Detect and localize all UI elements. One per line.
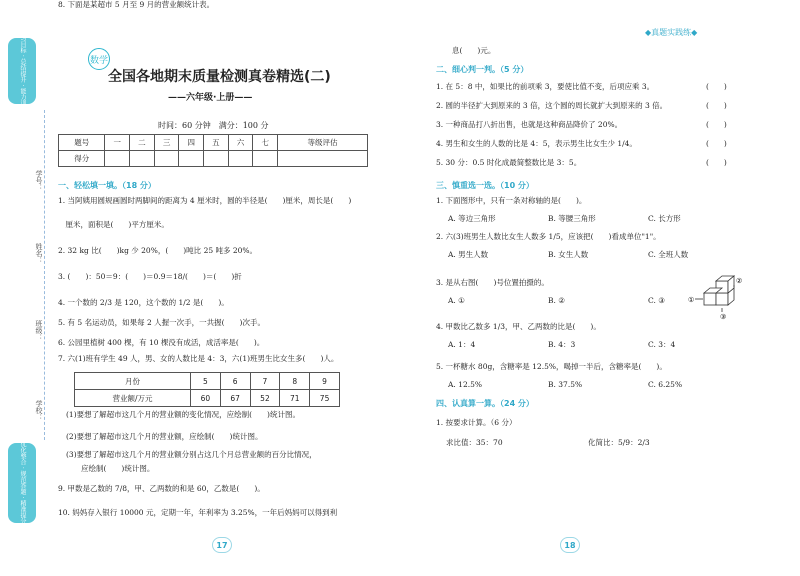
choice-option: B. 女生人数 bbox=[548, 250, 589, 259]
choice-option: B. 37.5% bbox=[548, 380, 583, 389]
binding-line bbox=[44, 110, 45, 440]
judge-question: 3. 一种商品打八折出售，也就是这种商品降价了 20%。 bbox=[436, 120, 623, 129]
choice-option: C. 全班人数 bbox=[648, 250, 689, 259]
calc-item-a: 求比值：35：70 bbox=[446, 438, 503, 447]
grade-subtitle: ——六年级·上册—— bbox=[168, 93, 253, 103]
score-cell: 一 bbox=[105, 135, 130, 151]
judge-question: 1. 在 5：8 中，如果比的前项乘 3，要使比值不变，后项应乘 3。 bbox=[436, 82, 655, 91]
sales-cell: 6 bbox=[220, 373, 250, 390]
sales-cell: 营业额/万元 bbox=[75, 390, 191, 407]
question-text: 8. 下面是某超市 5 月至 9 月的营业额统计表。 bbox=[58, 0, 215, 9]
choice-option: C. 6.25% bbox=[648, 380, 683, 389]
practice-banner: ◆真题实践练◆ bbox=[645, 28, 698, 37]
calc-question: 1. 按要求计算。（6 分） bbox=[436, 418, 517, 427]
score-cell bbox=[105, 151, 130, 167]
question-text: 厘米，面积是( )平方厘米。 bbox=[58, 220, 169, 229]
sales-cell: 52 bbox=[250, 390, 280, 407]
page-title: 全国各地期末质量检测真卷精选(二) bbox=[108, 69, 331, 85]
score-cell: 题号 bbox=[59, 135, 105, 151]
choice-option: C. 3：4 bbox=[648, 340, 676, 349]
judge-question: 2. 圆的半径扩大到原来的 3 倍，这个圆的周长就扩大到原来的 3 倍。 bbox=[436, 101, 668, 110]
page-number-text: 18 bbox=[564, 540, 576, 550]
question-text: 10. 妈妈存入银行 10000 元，定期一年，年利率为 3.25%，一年后妈妈可以得到利 bbox=[58, 508, 338, 517]
score-cell bbox=[278, 151, 368, 167]
calc-item-b: 化简比：5/9：2/3 bbox=[588, 438, 650, 447]
question-text: 息( )元。 bbox=[452, 46, 496, 55]
score-cell: 六 bbox=[228, 135, 253, 151]
sales-table bbox=[74, 372, 340, 407]
question-text: 应绘制( )统计图。 bbox=[66, 464, 155, 473]
choice-question: 4. 甲数比乙数多 1/3，甲、乙两数的比是( )。 bbox=[436, 322, 601, 331]
question-text: 6. 公园里植树 400 棵，有 10 棵没有成活，成活率是( )。 bbox=[58, 338, 265, 347]
choice-question: 5. 一杯糖水 80g，含糖率是 12.5%，喝掉一半后，含糖率是( )。 bbox=[436, 362, 667, 371]
choice-option: B. 等腰三角形 bbox=[548, 214, 596, 223]
question-text: 3. ( )：50＝9：( )＝0.9＝18/( )＝( )折 bbox=[58, 272, 242, 281]
page-number-left bbox=[208, 535, 236, 555]
binding-xuexiao: 学校： bbox=[35, 400, 43, 421]
sales-cell: 9 bbox=[310, 373, 340, 390]
sales-cell: 67 bbox=[220, 390, 250, 407]
score-cell bbox=[130, 151, 155, 167]
question-text: 2. 32 kg 比( )kg 少 20%，( )吨比 25 吨多 20%。 bbox=[58, 246, 258, 255]
score-cell: 三 bbox=[154, 135, 179, 151]
position-1-label: ① bbox=[688, 296, 695, 304]
score-cell bbox=[204, 151, 229, 167]
score-cell bbox=[253, 151, 278, 167]
choice-option: A. 12.5% bbox=[448, 380, 483, 389]
question-text: (2)要想了解超市这几个月的营业额，应绘制( )统计图。 bbox=[66, 432, 263, 441]
side-banner-text: 学习目标 · 总结提升 · 能力训练 bbox=[19, 29, 26, 113]
sales-cell: 5 bbox=[190, 373, 220, 390]
question-text: (1)要想了解超市这几个月的营业额的变化情况，应绘制( )统计图。 bbox=[66, 410, 300, 419]
page-number-right bbox=[556, 535, 584, 555]
question-text: 4. 一个数的 2/3 是 120，这个数的 1/2 是( )。 bbox=[58, 298, 229, 307]
sales-cell: 60 bbox=[190, 390, 220, 407]
choice-question: 3. 是从右图( )号位置拍摄的。 bbox=[436, 278, 549, 287]
answer-paren: ( ) bbox=[706, 120, 727, 129]
score-cell: 四 bbox=[179, 135, 204, 151]
choice-option: B. ② bbox=[548, 296, 566, 305]
score-cell: 得分 bbox=[59, 151, 105, 167]
side-banner-top bbox=[8, 29, 36, 113]
sales-cell: 71 bbox=[280, 390, 310, 407]
heart-icon bbox=[560, 537, 580, 553]
page-number-text: 17 bbox=[216, 540, 228, 550]
subject-badge: 数学 bbox=[88, 48, 110, 70]
choice-option: A. 等边三角形 bbox=[448, 214, 496, 223]
score-cell bbox=[179, 151, 204, 167]
side-banner-bottom bbox=[8, 443, 36, 523]
answer-paren: ( ) bbox=[706, 139, 727, 148]
score-table bbox=[58, 134, 368, 167]
score-cell bbox=[228, 151, 253, 167]
position-2-label: ② bbox=[736, 277, 743, 285]
score-cell: 五 bbox=[204, 135, 229, 151]
question-text: 9. 甲数是乙数的 7/8，甲、乙两数的和是 60，乙数是( )。 bbox=[58, 484, 265, 493]
answer-paren: ( ) bbox=[706, 101, 727, 110]
section-3-title: 三、慎重选一选。（10 分） bbox=[436, 181, 534, 190]
cube-figure bbox=[686, 275, 746, 321]
choice-option: A. ① bbox=[448, 296, 465, 305]
sales-cell: 7 bbox=[250, 373, 280, 390]
section-2-title: 二、细心判一判。（5 分） bbox=[436, 65, 529, 74]
sales-cell: 75 bbox=[310, 390, 340, 407]
judge-question: 4. 男生和女生的人数的比是 4：5，表示男生比女生少 1/4。 bbox=[436, 139, 637, 148]
score-cell: 二 bbox=[130, 135, 155, 151]
binding-xingming: 姓名： bbox=[35, 243, 43, 264]
binding-banji: 班级： bbox=[35, 320, 43, 341]
sales-cell: 月份 bbox=[75, 373, 191, 390]
choice-option: A. 男生人数 bbox=[448, 250, 489, 259]
choice-question: 2. 六(3)班男生人数比女生人数多 1/5，应该把( )看成单位"1"。 bbox=[436, 232, 661, 241]
score-cell bbox=[154, 151, 179, 167]
section-4-title: 四、认真算一算。（24 分） bbox=[436, 399, 534, 408]
binding-xuehao: 学号： bbox=[35, 170, 43, 191]
choice-option: C. ③ bbox=[648, 296, 665, 305]
choice-question: 1. 下面图形中，只有一条对称轴的是( )。 bbox=[436, 196, 587, 205]
judge-question: 5. 30 分：0.5 时化成最简整数比是 3：5。 bbox=[436, 158, 582, 167]
answer-paren: ( ) bbox=[706, 158, 727, 167]
score-cell: 等级评估 bbox=[278, 135, 368, 151]
choice-option: B. 4：3 bbox=[548, 340, 576, 349]
answer-paren: ( ) bbox=[706, 82, 727, 91]
choice-option: C. 长方形 bbox=[648, 214, 681, 223]
sales-cell: 8 bbox=[280, 373, 310, 390]
section-1-title: 一、轻松填一填。（18 分） bbox=[58, 181, 156, 190]
exam-time: 时间：60 分钟 满分：100 分 bbox=[158, 121, 269, 130]
side-banner-text: 优化整合 · 规范答题 · 精准提分 bbox=[19, 441, 26, 525]
choice-option: A. 1：4 bbox=[448, 340, 476, 349]
left-page bbox=[58, 0, 373, 576]
question-text: 7. 六(1)班有学生 49 人，男、女的人数比是 4：3，六(1)班男生比女生多( )人。 bbox=[58, 354, 339, 363]
question-text: 5. 有 5 名运动员，如果每 2 人握一次手，一共握( )次手。 bbox=[58, 318, 265, 327]
question-text: 1. 当阿姨用圆规画圆时两脚间的距离为 4 厘米时，圆的半径是( )厘米，周长是( ) bbox=[58, 196, 352, 205]
heart-icon bbox=[212, 537, 232, 553]
question-text: (3)要想了解超市这几个月的营业额分别占这几个月总营业额的百分比情况， bbox=[66, 450, 317, 459]
score-cell: 七 bbox=[253, 135, 278, 151]
position-3-label: ③ bbox=[720, 313, 727, 321]
